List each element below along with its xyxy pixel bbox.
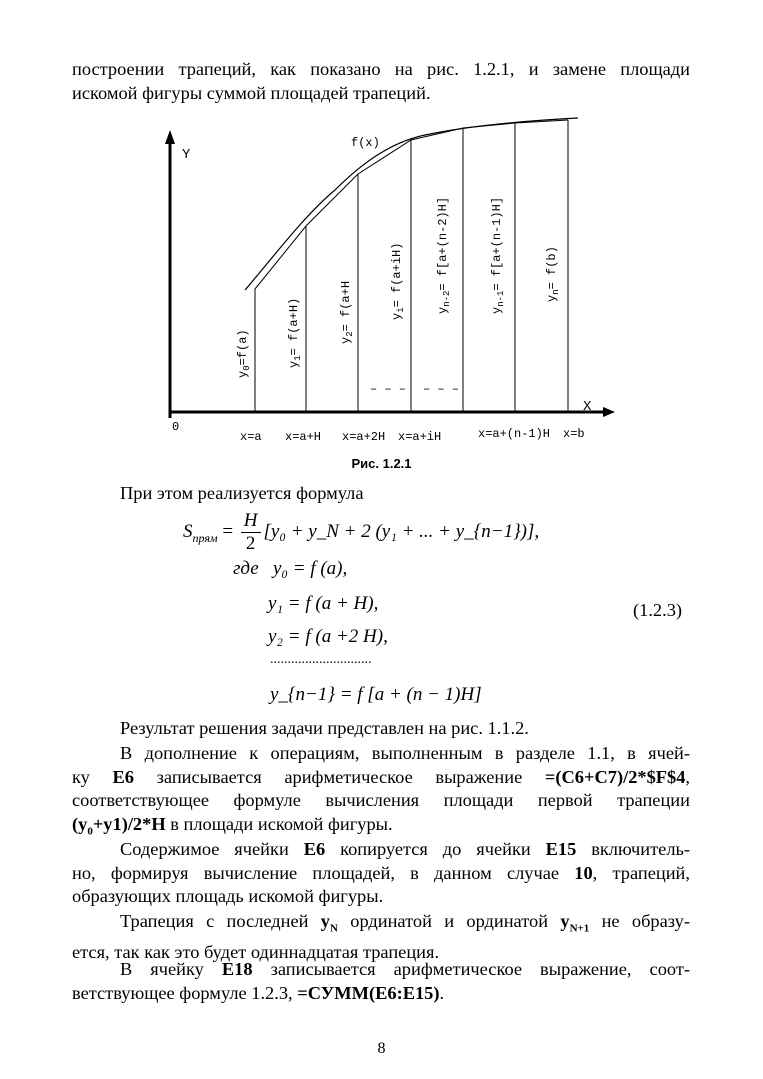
x-label: x=b xyxy=(563,427,585,441)
intro-line-1: построении трапеций, как показано на рис. 1.2.1, и замене площади xyxy=(72,59,690,79)
ordinate-label-n: $y_n= f(b)$ xyxy=(545,246,561,302)
formula-intro-text: При этом реализуется формула xyxy=(120,483,364,503)
ordinate-label-n-2: $y_{n-2}= f[a+(n-2)H]$ xyxy=(436,196,452,314)
x-label: x=a+iH xyxy=(398,430,442,444)
paragraph-4: Трапеция с последней $y_N$ ординатой и ординатой $y_{N+1}$ не образу- ется, так как это будет одиннадцатая трапеция. xyxy=(72,911,690,963)
page-number: 8 xyxy=(377,1040,386,1057)
x-axis-label: X xyxy=(583,399,592,415)
x-label: x=a+H xyxy=(285,430,322,444)
formula-main xyxy=(183,510,539,555)
trapezoid-figure xyxy=(0,0,763,470)
formula-dots: ............................. xyxy=(270,652,372,667)
dashes-2: – – – xyxy=(423,382,460,396)
intro-line-2: искомой фигуры суммой площадей трапеций. xyxy=(72,82,431,103)
ordinate-label-0: $y_0=f(a)$ xyxy=(236,329,252,378)
formula-line-last: y_{n−1} = f [a + (n − 1)H] xyxy=(270,684,482,705)
paragraph-2: В дополнение к операциям, выполненным в разделе 1.1, в ячей- ку E6 записывается арифметическое выражение =(C6+C7)/2*$F$4, соответствующее формуле вычисления площади первой трапеции $(y_0+y1)/2*H$ в площади искомой фигуры. xyxy=(72,743,691,838)
ordinate-label-1: $y_1= f(a+H)$ xyxy=(287,297,303,368)
formula-eq: = xyxy=(222,520,234,542)
x-label: x=a+2H xyxy=(342,430,386,444)
y-axis-arrow xyxy=(165,130,175,144)
ordinate-label-2: $y_2= f(a+H$ xyxy=(339,280,355,344)
dashes-1: – – – xyxy=(370,382,407,396)
formula-lhs: $S_{прям}$ xyxy=(183,520,218,545)
curve-label: f(x) xyxy=(351,136,380,150)
formula-line-1: y₁ = f (a + H), xyxy=(268,593,379,614)
paragraph-1: Результат решения задачи представлен на рис. 1.1.2. xyxy=(120,718,529,738)
formula-intro xyxy=(72,482,690,506)
figure-caption: Рис. 1.2.1 xyxy=(351,456,412,471)
ordinate-label-i: $y_i= f(a+iH)$ xyxy=(390,242,406,320)
paragraph-5: В ячейку E18 записывается арифметическое выражение, соот- ветствующее формуле 1.2.3, =СУММ(E6:E15). xyxy=(72,959,691,1003)
equation-number: (1.2.3) xyxy=(633,600,683,620)
y-axis-label: Y xyxy=(182,147,191,163)
formula-line-2: y₂ = f (a +2 H), xyxy=(268,626,388,647)
formula-body: [y₀ + y_N + 2 (y₁ + ... + y_{n−1})], xyxy=(263,520,540,542)
x-label: x=a+(n-1)H xyxy=(478,427,551,441)
formula-where: где y₀ = f (a), xyxy=(233,558,348,579)
origin-label: 0 xyxy=(172,420,180,434)
paragraph-3: Содержимое ячейки E6 копируется до ячейки E15 включитель- но, формируя вычисление площадей, в данном случае 10, трапеций, образующих площадь искомой фигуры. xyxy=(72,839,691,907)
ordinate-labels xyxy=(236,197,561,378)
formula-line-0: y₀ = f (a), xyxy=(272,558,348,579)
formula-fraction: $\frac{H}{2}$ xyxy=(241,510,261,555)
ordinate-label-n-1: $y_{n-1}= f[a+(n-1)H]$ xyxy=(490,196,506,314)
x-label: x=a xyxy=(240,430,262,444)
x-labels xyxy=(240,427,585,444)
x-axis-arrow xyxy=(603,407,615,417)
